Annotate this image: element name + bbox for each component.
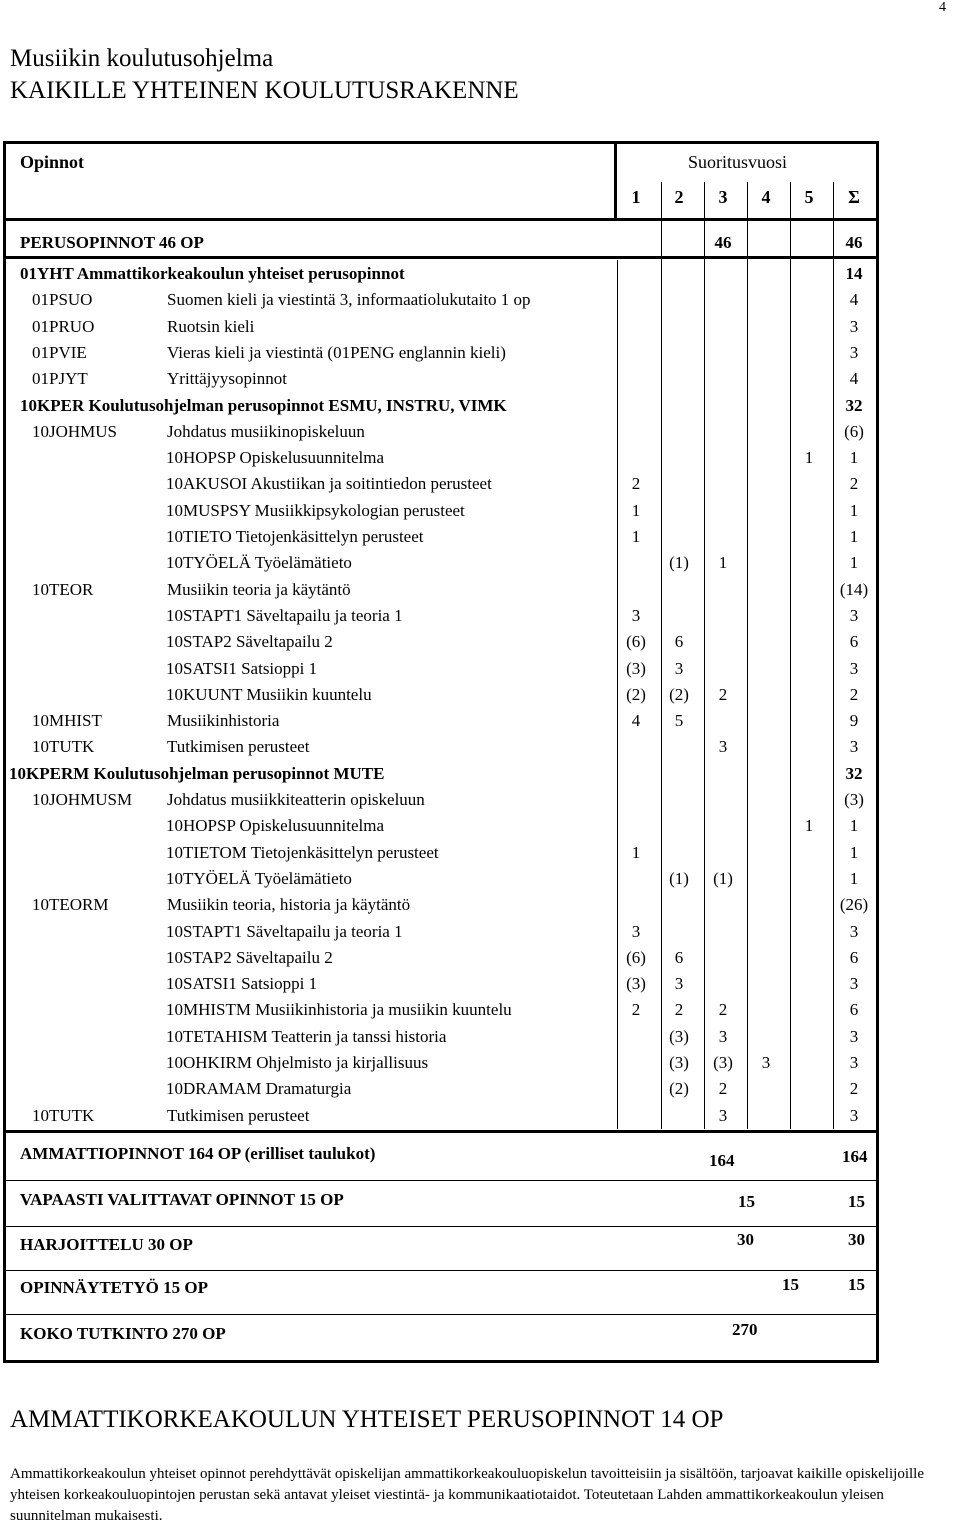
- table-body-bottom-line: [6, 1130, 876, 1133]
- table-row: [6, 603, 876, 629]
- course-name: 10TETAHISM Teatterin ja tanssi historia: [166, 1026, 447, 1046]
- credit-sum: 1: [849, 448, 859, 468]
- table-row: [6, 761, 876, 787]
- module-name: Suomen kieli ja viestintä 3, informaatiolukutaito 1 op: [167, 290, 531, 310]
- year-2-credits: (3): [669, 1026, 689, 1046]
- table-row: [6, 340, 876, 366]
- year-3-credits: (3): [713, 1053, 733, 1072]
- table-row: [6, 287, 876, 313]
- summary-divider-1: [6, 1180, 876, 1181]
- course-name: 10AKUSOI Akustiikan ja soitintiedon perusteet: [166, 474, 492, 494]
- credit-sum: 3: [849, 658, 859, 678]
- opinnaytetyo-label: OPINNÄYTETYÖ 15 OP: [20, 1278, 208, 1297]
- summary-divider-4: [6, 1314, 876, 1315]
- vapaasti-label: VAPAASTI VALITTAVAT OPINNOT 15 OP: [20, 1190, 344, 1209]
- module-code: 10TEOR: [32, 579, 94, 599]
- koko-tutkinto-value: 270: [732, 1320, 758, 1339]
- year-1-credits: 1: [631, 842, 641, 862]
- harjoittelu-sum: 30: [848, 1230, 865, 1249]
- year-2-credits: (1): [669, 868, 689, 888]
- perusopinnot-y3: 46: [714, 233, 732, 252]
- group-heading: 01YHT Ammattikorkeakoulun yhteiset perusopinnot: [20, 264, 405, 283]
- module-code: 01PSUO: [32, 290, 93, 310]
- year-2-credits: (2): [669, 684, 689, 704]
- table-row: [6, 471, 876, 497]
- module-name: Vieras kieli ja viestintä (01PENG englannin kieli): [167, 342, 506, 362]
- credit-sum: 3: [849, 316, 859, 336]
- opinnaytetyo-sum: 15: [848, 1275, 865, 1294]
- harjoittelu-value: 30: [737, 1230, 754, 1249]
- course-name: 10STAPT1 Säveltapailu ja teoria 1: [166, 605, 403, 625]
- year-2-credits: 3: [674, 658, 684, 678]
- credit-sum: 1: [849, 816, 859, 836]
- group-heading: 10KPER Koulutusohjelman perusopinnot ESMU, INSTRU, VIMK: [20, 395, 507, 415]
- year-2-credits: (3): [669, 1053, 689, 1072]
- table-row: [6, 682, 876, 708]
- module-name: Musiikinhistoria: [167, 711, 280, 731]
- module-name: Tutkimisen perusteet: [167, 737, 310, 757]
- table-row: [6, 1103, 876, 1129]
- credit-sum: 3: [849, 1053, 859, 1072]
- table-row: [6, 866, 876, 892]
- credit-sum: (6): [844, 421, 864, 441]
- perusopinnot-row: [6, 230, 876, 256]
- year-3-credits: 1: [718, 553, 728, 573]
- year-1-credits: 2: [631, 474, 641, 494]
- module-code: 01PJYT: [32, 369, 88, 389]
- year-2-credits: (1): [669, 553, 689, 573]
- credit-sum: 3: [849, 921, 859, 941]
- table-row: [6, 813, 876, 839]
- table-row: [6, 498, 876, 524]
- table-row: [6, 577, 876, 603]
- year-2-credits: 5: [674, 711, 684, 731]
- year-1-credits: (6): [626, 632, 646, 652]
- course-name: 10STAPT1 Säveltapailu ja teoria 1: [166, 921, 403, 941]
- year-1-header: 1: [631, 187, 641, 207]
- credit-sum: 6: [849, 947, 859, 967]
- module-code: 10TEORM: [32, 895, 109, 915]
- credit-sum: 1: [849, 868, 859, 888]
- table-row: [6, 919, 876, 945]
- year-1-credits: (6): [626, 947, 646, 967]
- credit-sum: 3: [849, 737, 859, 757]
- course-name: 10SATSI1 Satsioppi 1: [166, 974, 318, 994]
- credit-sum: 4: [849, 290, 859, 310]
- module-code: 10JOHMUSM: [32, 790, 133, 809]
- header-bottom-line: [6, 218, 876, 221]
- module-name: Ruotsin kieli: [167, 316, 255, 336]
- perus-bottom-line: [6, 256, 876, 259]
- col-header-opinnot: Opinnot: [20, 152, 85, 172]
- course-name: 10TIETO Tietojenkäsittelyn perusteet: [166, 527, 424, 546]
- year-1-credits: (3): [626, 658, 646, 678]
- table-row: [6, 734, 876, 760]
- credit-sum: 6: [849, 632, 859, 652]
- credit-sum: 6: [849, 1000, 859, 1020]
- year-2-credits: 6: [674, 947, 684, 967]
- course-name: 10DRAMAM Dramaturgia: [166, 1079, 352, 1099]
- table-row: [6, 419, 876, 445]
- module-name: Musiikin teoria, historia ja käytäntö: [167, 895, 411, 915]
- table-row: [6, 314, 876, 340]
- document-subtitle: KAIKILLE YHTEINEN KOULUTUSRAKENNE: [10, 77, 519, 104]
- credit-sum: 9: [849, 711, 859, 731]
- course-name: 10HOPSP Opiskelusuunnitelma: [166, 448, 385, 468]
- module-name: Tutkimisen perusteet: [167, 1105, 310, 1125]
- table-row: [6, 1076, 876, 1102]
- year-2-header: 2: [674, 187, 684, 207]
- credit-sum: 2: [849, 684, 859, 704]
- year-5-header: 5: [804, 187, 814, 207]
- summary-divider-3: [6, 1270, 876, 1271]
- course-name: 10TYÖELÄ Työelämätieto: [166, 868, 352, 888]
- summary-divider-2: [6, 1226, 876, 1227]
- module-code: 10JOHMUS: [32, 421, 118, 441]
- module-name: Johdatus musiikkiteatterin opiskeluun: [167, 790, 425, 809]
- course-name: 10SATSI1 Satsioppi 1: [166, 658, 318, 678]
- table-row: [6, 892, 876, 918]
- year-3-credits: 2: [718, 1079, 728, 1099]
- page-number: 4: [939, 0, 946, 15]
- course-name: 10HOPSP Opiskelusuunnitelma: [166, 816, 385, 836]
- credit-sum: 3: [849, 1105, 859, 1125]
- credit-sum: 3: [849, 974, 859, 994]
- table-row: [6, 997, 876, 1023]
- module-code: 10TUTK: [32, 737, 95, 757]
- credit-sum: 1: [849, 553, 859, 573]
- module-name: Musiikin teoria ja käytäntö: [167, 579, 351, 599]
- course-name: 10STAP2 Säveltapailu 2: [166, 632, 333, 652]
- opinnaytetyo-value: 15: [782, 1275, 799, 1294]
- credit-sum: 2: [849, 1079, 859, 1099]
- table-row: [6, 1024, 876, 1050]
- section-paragraph: Ammattikorkeakoulun yhteiset opinnot perehdyttävät opiskelijan ammattikorkeakouluopiskelun tavoitteisiin ja sisältöön, tarjoavat kaikille opiskelijoille yhteisen korkeakouluopintojen perustan sekä antavat yleiset viestintä- ja kommunikaatiotaidot. Toteutetaan Lahden ammattikorkeakoulun yleisen suunnitelman mukaisesti.: [10, 1466, 924, 1524]
- year-4-credits: 3: [761, 1053, 771, 1072]
- credit-sum: 4: [849, 369, 859, 389]
- credit-sum: 1: [849, 500, 859, 520]
- course-name: 10OHKIRM Ohjelmisto ja kirjallisuus: [166, 1053, 429, 1072]
- year-header-row: [6, 184, 876, 210]
- year-2-credits: 3: [674, 974, 684, 994]
- credit-sum: (3): [844, 790, 864, 809]
- credit-sum: (26): [839, 895, 869, 915]
- module-name: Yrittäjyysopinnot: [167, 369, 287, 389]
- year-2-credits: 6: [674, 632, 684, 652]
- module-code: 10MHIST: [32, 711, 102, 731]
- course-name: 10TYÖELÄ Työelämätieto: [166, 553, 352, 573]
- credit-sum: 2: [849, 474, 859, 494]
- credit-sum: 3: [849, 342, 859, 362]
- course-name: 10KUUNT Musiikin kuuntelu: [166, 684, 372, 704]
- table-row: [6, 1050, 876, 1076]
- col-header-suoritusvuosi: Suoritusvuosi: [688, 152, 788, 172]
- sum-header: Σ: [848, 187, 860, 207]
- table-row: [6, 524, 876, 550]
- year-5-credits: 1: [804, 816, 814, 836]
- year-1-credits: 2: [631, 1000, 641, 1020]
- table-row: [6, 656, 876, 682]
- module-code: 01PRUO: [32, 316, 95, 336]
- koko-tutkinto-label: KOKO TUTKINTO 270 OP: [20, 1324, 226, 1343]
- year-2-credits: (2): [669, 1079, 689, 1099]
- year-3-credits: 2: [718, 1000, 728, 1020]
- table-row: [6, 971, 876, 997]
- table-row: [6, 787, 876, 813]
- section-heading: AMMATTIKORKEAKOULUN YHTEISET PERUSOPINNOT 14 OP: [10, 1406, 724, 1433]
- year-1-credits: 1: [631, 527, 641, 546]
- year-1-credits: 4: [631, 711, 641, 731]
- year-5-credits: 1: [804, 448, 814, 468]
- credit-sum: 14: [845, 264, 863, 283]
- course-name: 10MHISTM Musiikinhistoria ja musiikin kuuntelu: [166, 1000, 512, 1020]
- year-1-credits: (3): [626, 974, 646, 994]
- credit-sum: 1: [849, 527, 859, 546]
- module-code: 10TUTK: [32, 1105, 95, 1125]
- year-3-credits: 3: [718, 1026, 728, 1046]
- curriculum-table: [3, 141, 879, 1363]
- module-name: Johdatus musiikinopiskeluun: [167, 421, 365, 441]
- course-name: 10STAP2 Säveltapailu 2: [166, 947, 333, 967]
- credit-sum: 32: [845, 395, 863, 415]
- table-row: [6, 840, 876, 866]
- course-name: 10TIETOM Tietojenkäsittelyn perusteet: [166, 842, 439, 862]
- table-row: [6, 945, 876, 971]
- year-2-credits: 2: [674, 1000, 684, 1020]
- year-1-credits: (2): [626, 684, 646, 704]
- vapaasti-value: 15: [738, 1192, 755, 1211]
- table-row: [6, 708, 876, 734]
- year-3-credits: 3: [718, 737, 728, 757]
- year-1-credits: 1: [631, 500, 641, 520]
- table-row: [6, 445, 876, 471]
- document-title: Musiikin koulutusohjelma: [10, 45, 274, 72]
- ammattiopinnot-value: 164: [709, 1151, 735, 1170]
- credit-sum: 32: [845, 763, 863, 783]
- table-row: [6, 393, 876, 419]
- credit-sum: 1: [849, 842, 859, 862]
- year-1-credits: 3: [631, 921, 641, 941]
- perusopinnot-label: PERUSOPINNOT 46 OP: [20, 233, 204, 252]
- year-3-credits: (1): [713, 868, 733, 888]
- course-name: 10MUSPSY Musiikkipsykologian perusteet: [166, 500, 465, 520]
- credit-sum: 3: [849, 605, 859, 625]
- year-3-credits: 2: [718, 684, 728, 704]
- ammattiopinnot-label: AMMATTIOPINNOT 164 OP (erilliset taulukot): [20, 1144, 376, 1163]
- year-3-header: 3: [718, 187, 728, 207]
- module-code: 01PVIE: [32, 342, 87, 362]
- table-row: [6, 261, 876, 287]
- group-heading: 10KPERM Koulutusohjelman perusopinnot MUTE: [9, 763, 385, 783]
- year-4-header: 4: [761, 187, 771, 207]
- vapaasti-sum: 15: [848, 1192, 865, 1211]
- table-row: [6, 550, 876, 576]
- perusopinnot-sum: 46: [845, 233, 863, 252]
- credit-sum: 3: [849, 1026, 859, 1046]
- year-1-credits: 3: [631, 605, 641, 625]
- harjoittelu-label: HARJOITTELU 30 OP: [20, 1235, 193, 1254]
- credit-sum: (14): [839, 579, 869, 599]
- table-row: [6, 366, 876, 392]
- ammattiopinnot-sum: 164: [842, 1147, 868, 1166]
- table-row: [6, 629, 876, 655]
- year-3-credits: 3: [718, 1105, 728, 1125]
